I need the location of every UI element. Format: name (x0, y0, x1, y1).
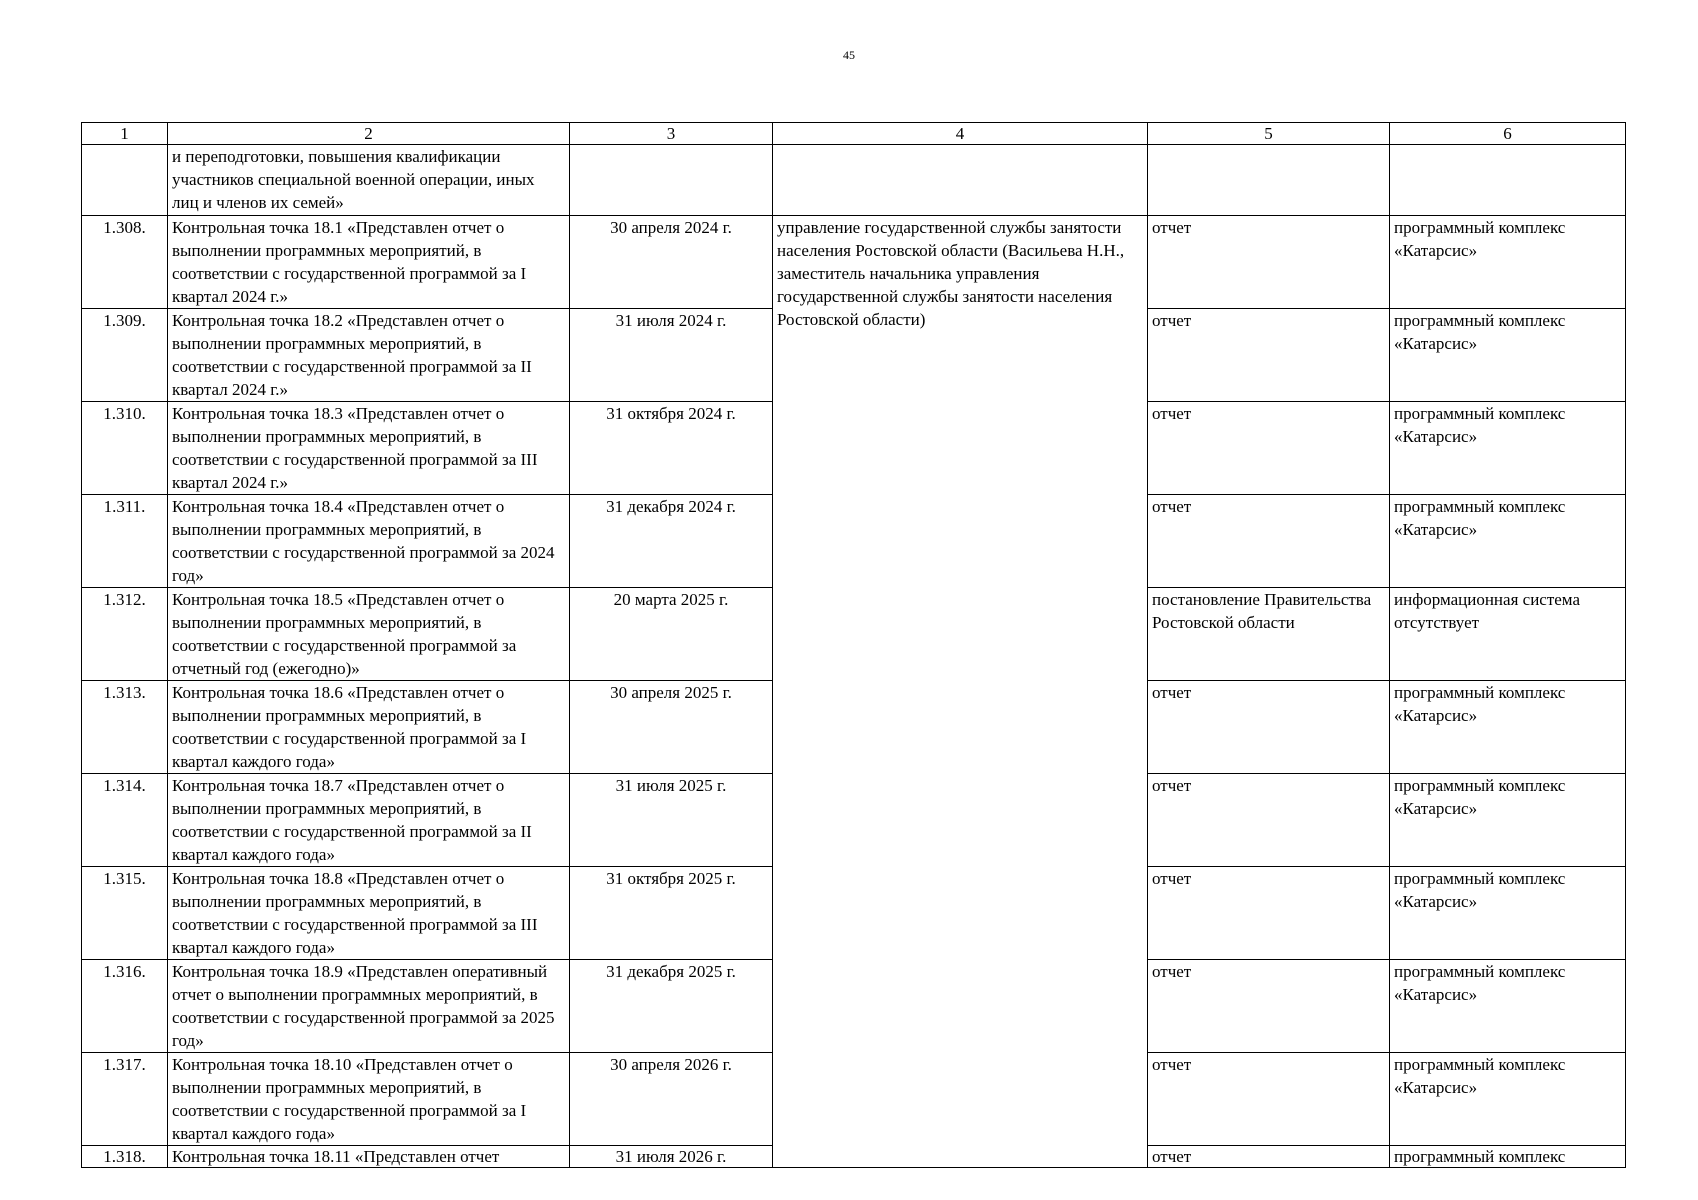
row-number-cell: 1.316. (82, 960, 168, 1053)
row-document-type-cell: отчет (1148, 216, 1390, 309)
row-number-cell: 1.315. (82, 867, 168, 960)
row-description-cell: Контрольная точка 18.4 «Представлен отчет о выполнении программных мероприятий, в соответствии с государственной программой за 2024 год» (168, 495, 570, 588)
row-description-cell: Контрольная точка 18.6 «Представлен отчет о выполнении программных мероприятий, в соответствии с государственной программой за I квартал каждого года» (168, 681, 570, 774)
row-information-system-cell: программный комплекс «Катарсис» (1390, 495, 1626, 588)
row-document-type-cell: отчет (1148, 867, 1390, 960)
row-date-cell: 31 декабря 2025 г. (570, 960, 773, 1053)
column-header: 1 (82, 123, 168, 145)
row-document-type-cell: отчет (1148, 309, 1390, 402)
column-header: 5 (1148, 123, 1390, 145)
row-information-system-cell: программный комплекс «Катарсис» (1390, 681, 1626, 774)
row-description-cell: Контрольная точка 18.1 «Представлен отчет о выполнении программных мероприятий, в соответствии с государственной программой за I квартал 2024 г.» (168, 216, 570, 309)
row-document-type-cell: отчет (1148, 495, 1390, 588)
row-date-cell: 31 июля 2026 г. (570, 1146, 773, 1168)
row-number-cell: 1.312. (82, 588, 168, 681)
row-document-type-cell: отчет (1148, 1053, 1390, 1146)
row-date-cell: 31 декабря 2024 г. (570, 495, 773, 588)
row-date-cell: 20 марта 2025 г. (570, 588, 773, 681)
control-points-table (81, 122, 1626, 1168)
row-information-system-cell: программный комплекс «Катарсис» (1390, 960, 1626, 1053)
row-number-cell: 1.318. (82, 1146, 168, 1168)
row-information-system-cell: программный комплекс (1390, 1146, 1626, 1168)
row-date-cell: 30 апреля 2026 г. (570, 1053, 773, 1146)
row-responsible-cell (773, 145, 1148, 216)
row-description-cell: Контрольная точка 18.8 «Представлен отчет о выполнении программных мероприятий, в соответствии с государственной программой за III квартал каждого года» (168, 867, 570, 960)
row-date-cell: 31 октября 2024 г. (570, 402, 773, 495)
row-description-cell: Контрольная точка 18.2 «Представлен отчет о выполнении программных мероприятий, в соответствии с государственной программой за II квартал 2024 г.» (168, 309, 570, 402)
row-document-type-cell: отчет (1148, 960, 1390, 1053)
row-document-type-cell: отчет (1148, 402, 1390, 495)
row-description-cell: Контрольная точка 18.3 «Представлен отчет о выполнении программных мероприятий, в соответствии с государственной программой за III квартал 2024 г.» (168, 402, 570, 495)
row-number-cell: 1.314. (82, 774, 168, 867)
row-description-cell: и переподготовки, повышения квалификации участников специальной военной операции, иных лиц и членов их семей» (168, 145, 570, 216)
row-number-cell: 1.309. (82, 309, 168, 402)
row-information-system-cell: программный комплекс «Катарсис» (1390, 216, 1626, 309)
column-header: 4 (773, 123, 1148, 145)
row-number-cell: 1.317. (82, 1053, 168, 1146)
column-header: 3 (570, 123, 773, 145)
row-information-system-cell: программный комплекс «Катарсис» (1390, 867, 1626, 960)
row-information-system-cell: программный комплекс «Катарсис» (1390, 309, 1626, 402)
row-number-cell (82, 145, 168, 216)
row-information-system-cell: программный комплекс «Катарсис» (1390, 774, 1626, 867)
row-information-system-cell: программный комплекс «Катарсис» (1390, 1053, 1626, 1146)
row-date-cell: 31 июля 2025 г. (570, 774, 773, 867)
page-number: 45 (843, 48, 855, 62)
row-responsible-cell: управление государственной службы занятости населения Ростовской области (Васильева Н.Н., заместитель начальника управления государственной службы занятости населения Ростовской области) (773, 216, 1148, 1168)
row-description-cell: Контрольная точка 18.5 «Представлен отчет о выполнении программных мероприятий, в соответствии с государственной программой за отчетный год (ежегодно)» (168, 588, 570, 681)
column-header: 6 (1390, 123, 1626, 145)
row-number-cell: 1.311. (82, 495, 168, 588)
row-information-system-cell: программный комплекс «Катарсис» (1390, 402, 1626, 495)
row-document-type-cell: отчет (1148, 1146, 1390, 1168)
row-date-cell: 31 июля 2024 г. (570, 309, 773, 402)
table-row (82, 216, 1626, 309)
row-number-cell: 1.308. (82, 216, 168, 309)
row-document-type-cell: отчет (1148, 681, 1390, 774)
row-date-cell: 30 апреля 2024 г. (570, 216, 773, 309)
row-description-cell: Контрольная точка 18.9 «Представлен оперативный отчет о выполнении программных мероприятий, в соответствии с государственной программой за 2025 год» (168, 960, 570, 1053)
row-description-cell: Контрольная точка 18.10 «Представлен отчет о выполнении программных мероприятий, в соответствии с государственной программой за I квартал каждого года» (168, 1053, 570, 1146)
row-document-type-cell: отчет (1148, 774, 1390, 867)
table-header-row (82, 123, 1626, 145)
row-date-cell (570, 145, 773, 216)
continuation-row (82, 145, 1626, 216)
row-number-cell: 1.313. (82, 681, 168, 774)
row-number-cell: 1.310. (82, 402, 168, 495)
row-information-system-cell (1390, 145, 1626, 216)
row-date-cell: 30 апреля 2025 г. (570, 681, 773, 774)
row-document-type-cell: постановление Правительства Ростовской области (1148, 588, 1390, 681)
row-description-cell: Контрольная точка 18.7 «Представлен отчет о выполнении программных мероприятий, в соответствии с государственной программой за II квартал каждого года» (168, 774, 570, 867)
column-header: 2 (168, 123, 570, 145)
row-date-cell: 31 октября 2025 г. (570, 867, 773, 960)
row-information-system-cell: информационная система отсутствует (1390, 588, 1626, 681)
row-description-cell: Контрольная точка 18.11 «Представлен отчет (168, 1146, 570, 1168)
row-document-type-cell (1148, 145, 1390, 216)
